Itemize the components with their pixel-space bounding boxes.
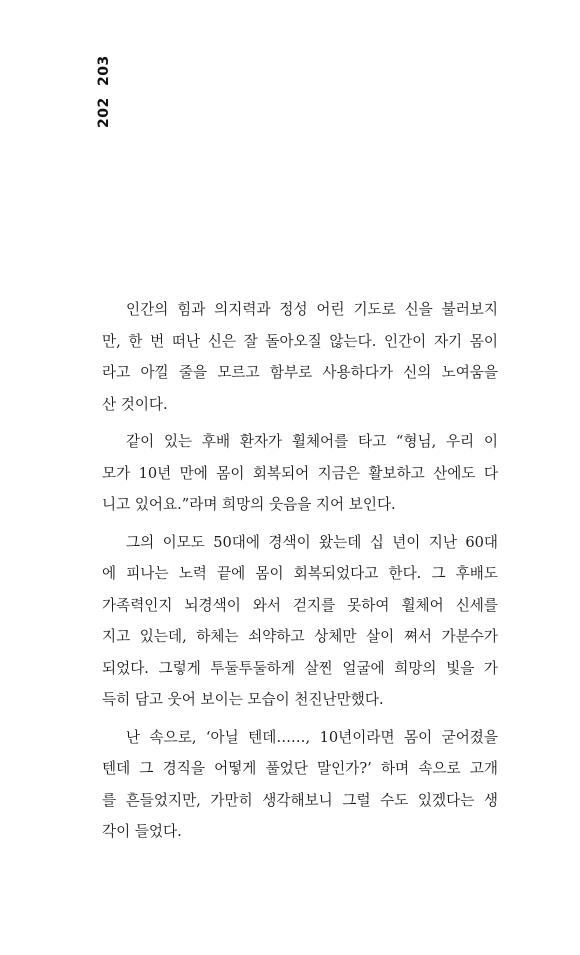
text-line: 텐데 그 경직을 어떻게 풀었단 말인가?’ 하며 속으로 고개 bbox=[102, 760, 498, 777]
text-line: 득히 담고 웃어 보이는 모습이 천진난만했다. bbox=[102, 691, 384, 708]
text-line: 라고 아낄 줄을 모르고 함부로 사용하다가 신의 노여움을 bbox=[102, 364, 498, 381]
paragraph bbox=[102, 527, 498, 716]
text-line: 모가 10년 만에 몸이 회복되어 지금은 활보하고 산에도 다 bbox=[102, 464, 498, 482]
text-line: 니고 있어요.”라며 희망의 웃음을 지어 보인다. bbox=[102, 496, 396, 513]
paragraph bbox=[102, 426, 498, 521]
text-line: 같이 있는 후배 환자가 휠체어를 타고 “형님, 우리 이 bbox=[126, 433, 498, 450]
text-line: 에 피나는 노력 끝에 몸이 회복되었다고 한다. 그 후배도 bbox=[102, 565, 498, 582]
body-text bbox=[102, 294, 498, 848]
text-line: 난 속으로, ‘아닐 텐데……, 10년이라면 몸이 굳어졌을 bbox=[126, 728, 498, 746]
page-numbers bbox=[96, 56, 122, 132]
page-number-left: 202 bbox=[96, 97, 112, 128]
text-line: 지고 있는데, 하체는 쇠약하고 상체만 살이 쪄서 가분수가 bbox=[102, 628, 498, 645]
text-line: 만, 한 번 떠난 신은 잘 돌아오질 않는다. 인간이 자기 몸이 bbox=[102, 332, 498, 350]
text-line: 인간의 힘과 의지력과 정성 어린 기도로 신을 불러보지 bbox=[126, 301, 498, 318]
page-number-right: 203 bbox=[96, 55, 112, 86]
text-line: 그의 이모도 50대에 경색이 왔는데 십 년이 지난 60대 bbox=[126, 533, 498, 551]
paragraph bbox=[102, 722, 498, 848]
paragraph bbox=[102, 294, 498, 420]
text-line: 각이 들었다. bbox=[102, 823, 182, 840]
text-line: 되었다. 그렇게 투둘투둘하게 살찐 얼굴에 희망의 빛을 가 bbox=[102, 659, 498, 677]
text-line: 가족력인지 뇌경색이 와서 걷지를 못하여 휠체어 신세를 bbox=[102, 596, 498, 614]
text-line: 산 것이다. bbox=[102, 395, 168, 413]
text-line: 를 흔들었지만, 가만히 생각해보니 그럴 수도 있겠다는 생 bbox=[102, 791, 498, 809]
